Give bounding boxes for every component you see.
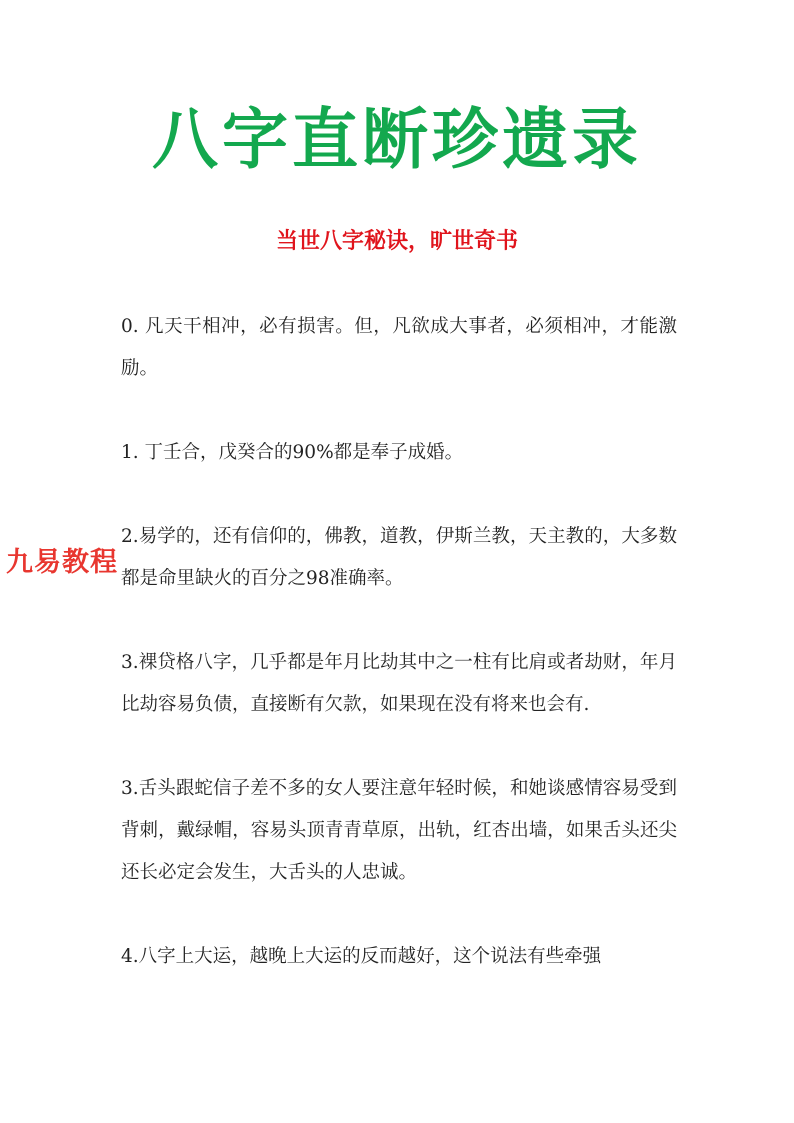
paragraph-4: 3.舌头跟蛇信子差不多的女人要注意年轻时候，和她谈感情容易受到背刺，戴绿帽，容易头顶青青草原，出轨，红杏出墙，如果舌头还尖还长必定会发生，大舌头的人忠诚。 bbox=[121, 778, 677, 883]
document-title: 八字直断珍遗录 bbox=[152, 101, 642, 178]
document-subtitle: 当世八字秘诀，旷世奇书 bbox=[275, 229, 518, 254]
paragraph-1: 1. 丁壬合，戊癸合的90%都是奉子成婚。 bbox=[121, 442, 464, 463]
paragraph-0: 0. 凡天干相冲，必有损害。但，凡欲成大事者，必须相冲，才能激励。 bbox=[121, 316, 677, 379]
paragraph-5: 4.八字上大运，越晚上大运的反而越好，这个说法有些牵强 bbox=[121, 946, 602, 967]
paragraph-3: 3.裸贷格八字，几乎都是年月比劫其中之一柱有比肩或者劫财，年月比劫容易负债，直接断有欠款，如果现在没有将来也会有. bbox=[121, 652, 677, 715]
document-body bbox=[121, 306, 677, 1020]
paragraph-2: 2.易学的，还有信仰的，佛教，道教，伊斯兰教，天主教的，大多数都是命里缺火的百分之98准确率。 bbox=[121, 526, 677, 589]
watermark-label: 九易教程 bbox=[6, 547, 118, 578]
